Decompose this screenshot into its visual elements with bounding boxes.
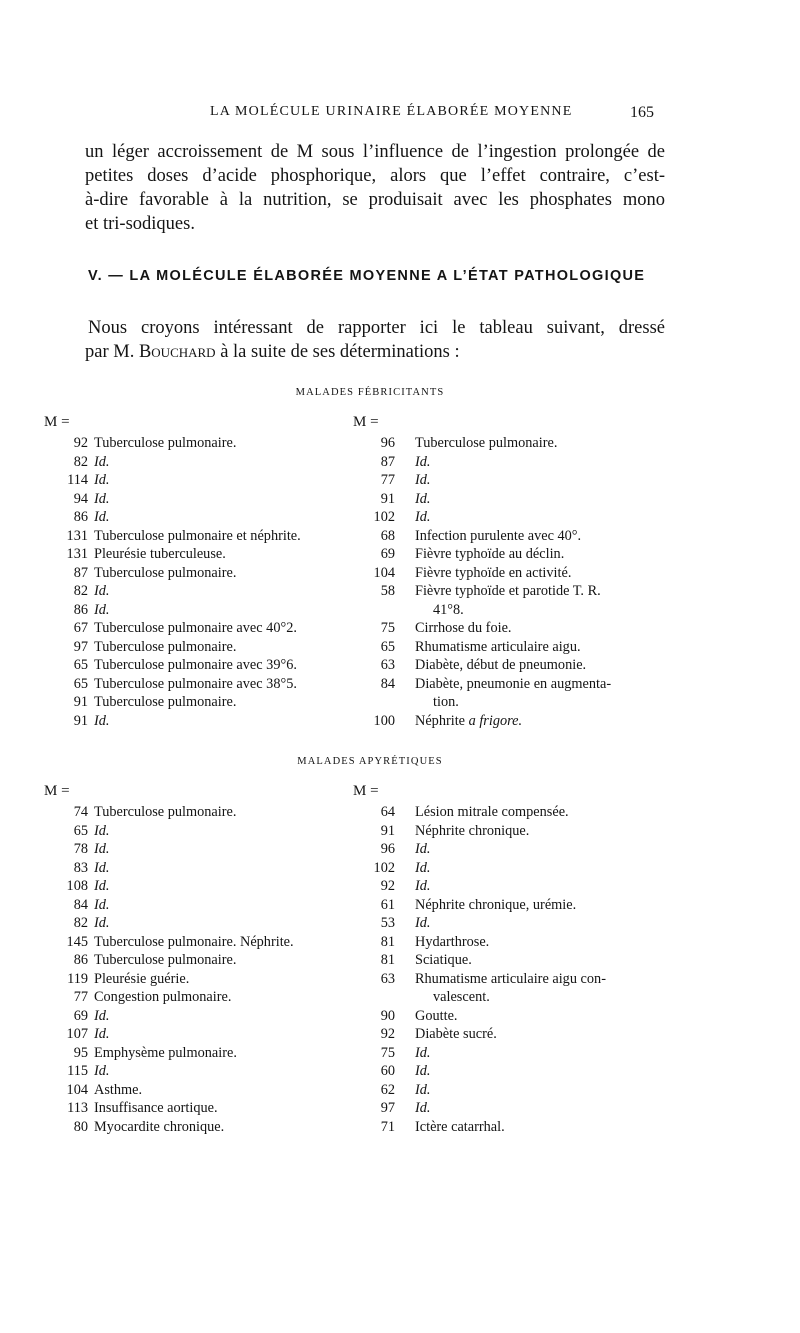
m-value: 145 [66,933,88,950]
table-row [353,693,653,712]
diagnosis-text: Rhumatisme articulaire aigu. [415,638,581,655]
diagnosis-text: Pleurésie tuberculeuse. [94,546,226,562]
table-row [44,1025,344,1044]
m-value: 87 [73,564,88,581]
diagnosis-label [433,601,464,620]
m-value: 108 [66,878,88,894]
diagnosis-label [94,1081,142,1100]
m-value: 95 [73,1044,88,1061]
diagnosis-label [415,453,430,472]
diagnosis-label [415,933,489,952]
table-row [353,601,653,620]
m-value: 74 [73,804,88,820]
m-value: 53 [380,915,395,931]
diagnosis-text: Pleurésie guérie. [94,970,190,987]
table-row [44,1044,344,1063]
diagnosis-label [94,1025,109,1044]
table-row [353,490,653,509]
table-row [353,970,653,989]
diagnosis-label [94,859,109,878]
m-value: 63 [380,970,395,987]
m-value: 91 [380,822,395,839]
m-value: 92 [73,435,88,451]
page-number: 165 [630,104,654,121]
diagnosis-label [94,988,231,1007]
m-value: 107 [66,1026,88,1042]
diagnosis-label [94,490,109,509]
diagnosis-text: Id. [415,453,431,470]
diagnosis-label [415,1007,458,1026]
diagnosis-label [415,840,430,859]
m-value: 84 [73,896,88,913]
m-value: 65 [73,822,88,839]
diagnosis-text: Fièvre typhoïde et parotide T. R. [415,583,601,599]
diagnosis-label [415,471,430,490]
diagnosis-label [415,822,529,841]
table-row [353,545,653,564]
diagnosis-label [94,933,294,952]
diagnosis-text: Id. [94,915,110,931]
diagnosis-text: Id. [94,1007,110,1024]
column-header: M = [353,414,379,430]
diagnosis-text: Id. [415,1044,431,1061]
table-row [44,877,344,896]
table-row [353,933,653,952]
diagnosis-label [415,564,571,583]
m-value: 71 [380,1118,395,1135]
table-row [44,638,344,657]
diagnosis-label [94,1099,218,1118]
table-row [44,822,344,841]
table-row [44,656,344,675]
diagnosis-text: Congestion pulmonaire. [94,989,232,1005]
m-value: 97 [73,638,88,655]
diagnosis-text: Tuberculose pulmonaire. [94,638,237,655]
column-header: M = [44,783,70,799]
diagnosis-text: Tuberculose pulmonaire. [415,435,558,451]
table-row [353,453,653,472]
table-row [353,1044,653,1063]
diagnosis-label [415,656,586,675]
diagnosis-text: Tuberculose pulmonaire avec 38°5. [94,675,297,692]
diagnosis-label [94,1118,224,1137]
table-row [44,490,344,509]
m-value: 96 [380,841,395,857]
m-value: 91 [73,694,88,710]
m-value: 77 [380,472,395,488]
diagnosis-label [415,951,472,970]
table-row [44,859,344,878]
table-row [44,896,344,915]
m-value: 75 [380,1044,395,1061]
diagnosis-label [94,1044,237,1063]
diagnosis-label [415,1062,430,1081]
m-value: 84 [380,675,395,692]
diagnosis-label [94,896,109,915]
m-value: 69 [73,1007,88,1024]
m-value: 87 [380,453,395,470]
diagnosis-text: Néphrite [415,712,469,729]
diagnosis-text: Id. [94,1026,110,1042]
diagnosis-label [433,693,459,712]
table-rows [44,803,344,1136]
table-row [353,619,653,638]
table-row [353,840,653,859]
table-row [353,582,653,601]
m-value: 119 [67,970,88,987]
table-row [353,638,653,657]
m-value: 131 [66,527,88,544]
diagnosis-label [415,877,430,896]
diagnosis-text: Id. [415,490,431,507]
table-row [44,1062,344,1081]
diagnosis-label [94,951,236,970]
running-title: LA MOLÉCULE URINAIRE ÉLABORÉE MOYENNE [210,104,573,119]
table-row [44,951,344,970]
diagnosis-label [94,527,301,546]
m-value: 86 [73,601,88,618]
diagnosis-text: Id. [94,509,110,525]
diagnosis-label [415,1025,497,1044]
diagnosis-text: Id. [415,1063,431,1079]
diagnosis-text: Id. [415,841,431,857]
diagnosis-text: Asthme. [94,1081,143,1098]
diagnosis-text: Diabète, début de pneumonie. [415,657,587,673]
table-row [44,840,344,859]
table-row [353,803,653,822]
diagnosis-text: Ictère catarrhal. [415,1118,505,1135]
diagnosis-label [94,675,297,694]
diagnosis-label [94,1007,109,1026]
diagnosis-label [415,1099,430,1118]
column-header: M = [44,414,70,430]
diagnosis-label [415,712,522,731]
paragraph-line: et tri-sodiques. [85,214,195,234]
table-row [44,1007,344,1026]
text-run: par M. [85,342,139,362]
m-value: 104 [66,1081,88,1098]
diagnosis-text: Emphysème pulmonaire. [94,1044,237,1061]
m-value: 96 [380,435,395,451]
diagnosis-text: Id. [94,453,110,470]
table-row [353,877,653,896]
diagnosis-text: valescent. [433,989,490,1005]
m-value: 92 [380,1026,395,1042]
diagnosis-text: Néphrite chronique, urémie. [415,896,577,913]
table-row [353,951,653,970]
table-row [353,675,653,694]
diagnosis-label [94,970,189,989]
table-row [353,527,653,546]
m-value: 86 [73,509,88,525]
diagnosis-text: Id. [94,896,110,913]
diagnosis-label [415,1044,430,1063]
intro-paragraph [85,140,665,236]
diagnosis-text: Tuberculose pulmonaire avec 39°6. [94,657,297,673]
table-row [353,896,653,915]
m-value: 94 [73,490,88,507]
diagnosis-label [94,712,109,731]
m-value: 75 [380,620,395,636]
table-row [353,1099,653,1118]
diagnosis-text: tion. [433,694,459,710]
m-value: 102 [373,509,395,525]
diagnosis-text: Tuberculose pulmonaire avec 40°2. [94,620,297,636]
m-value: 78 [73,841,88,857]
diagnosis-text: Tuberculose pulmonaire. Néphrite. [94,933,294,950]
table-row [44,453,344,472]
diagnosis-text: Myocardite chronique. [94,1118,225,1135]
m-value: 64 [380,804,395,820]
diagnosis-text: Id. [415,472,431,488]
table-row [44,988,344,1007]
diagnosis-text: Id. [415,1100,431,1116]
diagnosis-text: Tuberculose pulmonaire et néphrite. [94,527,301,544]
table-row [44,564,344,583]
diagnosis-text: Id. [94,841,110,857]
table-row [353,471,653,490]
m-value: 63 [380,657,395,673]
table-row [353,712,653,731]
m-value: 82 [73,453,88,470]
diagnosis-label [415,545,564,564]
diagnosis-text: Id. [94,878,110,894]
m-value: 77 [73,989,88,1005]
diagnosis-label [415,638,581,657]
paragraph-line: à-dire favorable à la nutrition, se produisait avec les phosphates mono [85,190,665,210]
table-row [353,1118,653,1137]
diagnosis-label [94,453,109,472]
diagnosis-text: Id. [415,509,431,525]
diagnosis-label [94,601,109,620]
diagnosis-label [94,508,109,527]
table-row [44,1099,344,1118]
diagnosis-text: Id. [94,859,110,876]
diagnosis-text: Lésion mitrale compensée. [415,804,569,820]
section-heading: V. — LA MOLÉCULE ÉLABORÉE MOYENNE A L’ÉTAT PATHOLOGIQUE [88,268,646,284]
table-row [44,545,344,564]
table-row [44,619,344,638]
diagnosis-label [94,877,109,896]
diagnosis-text: Tuberculose pulmonaire. [94,694,237,710]
table-row [353,1007,653,1026]
diagnosis-text: Diabète sucré. [415,1026,497,1042]
table-row [44,1118,344,1137]
table-row [44,601,344,620]
diagnosis-text: Tuberculose pulmonaire. [94,564,237,581]
diagnosis-label [94,471,109,490]
table-row [44,712,344,731]
diagnosis-text: Infection purulente avec 40°. [415,527,582,544]
diagnosis-italic-suffix: a frigore. [468,712,523,729]
table-row [44,471,344,490]
diagnosis-label [94,582,109,601]
diagnosis-text: 41°8. [433,601,464,618]
diagnosis-text: Sciatique. [415,952,472,968]
m-value: 61 [380,896,395,913]
diagnosis-label [415,582,601,601]
diagnosis-text: Diabète, pneumonie en augmenta- [415,675,612,692]
table-row [353,508,653,527]
m-value: 92 [380,878,395,894]
m-value: 80 [73,1118,88,1135]
m-value: 114 [67,472,88,488]
paragraph-line: Nous croyons intéressant de rapporter ici le tableau suivant, dressé [88,318,665,338]
author-name: Bouchard [138,342,216,362]
diagnosis-label [415,1118,505,1137]
m-value: 104 [373,564,395,581]
table-row [353,914,653,933]
diagnosis-label [94,1062,109,1081]
table-row [44,582,344,601]
diagnosis-text: Id. [94,712,110,729]
m-value: 58 [380,583,395,599]
table-row [44,1081,344,1100]
table-row [353,1062,653,1081]
diagnosis-text: Fièvre typhoïde au déclin. [415,546,565,562]
diagnosis-label [415,490,430,509]
diagnosis-label [415,508,430,527]
diagnosis-text: Id. [415,859,431,876]
diagnosis-label [415,914,430,933]
diagnosis-text: Id. [415,915,431,931]
diagnosis-text: Goutte. [415,1007,458,1024]
diagnosis-label [94,619,297,638]
diagnosis-label [415,803,569,822]
m-value: 68 [380,527,395,544]
table-row [353,434,653,453]
running-head [0,104,800,126]
column-header: M = [353,783,379,799]
table-row [44,970,344,989]
diagnosis-label [415,434,557,453]
body-paragraph [85,316,665,364]
table-caption: MALADES FÉBRICITANTS [295,387,445,398]
diagnosis-text: Rhumatisme articulaire aigu con- [415,970,606,987]
diagnosis-label [94,434,236,453]
diagnosis-text: Id. [415,878,431,894]
m-value: 69 [380,546,395,562]
m-value: 82 [73,915,88,931]
m-value: 91 [380,490,395,507]
diagnosis-label [415,896,576,915]
diagnosis-text: Id. [94,472,110,488]
table-row [353,656,653,675]
diagnosis-label [415,619,511,638]
table-row [353,988,653,1007]
m-value: 82 [73,583,88,599]
m-value: 65 [380,638,395,655]
diagnosis-text: Tuberculose pulmonaire. [94,804,237,820]
diagnosis-label [94,840,109,859]
table-row [44,803,344,822]
diagnosis-label [94,656,297,675]
table-row [44,527,344,546]
m-value: 60 [380,1063,395,1079]
diagnosis-label [94,822,109,841]
diagnosis-text: Id. [94,583,110,599]
diagnosis-text: Id. [94,490,110,507]
diagnosis-label [94,638,236,657]
table-rows [44,434,344,730]
diagnosis-label [415,675,611,694]
m-value: 97 [380,1100,395,1116]
diagnosis-label [415,859,430,878]
table-row [353,1025,653,1044]
diagnosis-label [94,803,236,822]
diagnosis-label [94,545,226,564]
diagnosis-text: Cirrhose du foie. [415,620,512,636]
text-run: à la suite de ses déterminations : [215,342,460,362]
diagnosis-label [415,1081,430,1100]
table-caption: MALADES APYRÉTIQUES [297,756,443,767]
diagnosis-label [94,914,109,933]
m-value: 102 [373,859,395,876]
diagnosis-label [94,693,236,712]
diagnosis-label [433,988,490,1007]
table-row [353,564,653,583]
paragraph-line: petites doses d’acide phosphorique, alors que l’effet contraire, c’est- [85,166,665,186]
m-value: 131 [66,546,88,562]
diagnosis-text: Id. [94,601,110,618]
diagnosis-text: Hydarthrose. [415,933,490,950]
diagnosis-label [415,970,606,989]
m-value: 86 [73,952,88,968]
m-value: 65 [73,657,88,673]
diagnosis-text: Tuberculose pulmonaire. [94,435,237,451]
m-value: 100 [373,712,395,729]
diagnosis-text: Fièvre typhoïde en activité. [415,564,572,581]
m-value: 115 [67,1063,88,1079]
m-value: 91 [73,712,88,729]
table-row [353,822,653,841]
diagnosis-label [415,527,581,546]
table-row [44,508,344,527]
m-value: 83 [73,859,88,876]
diagnosis-text: Id. [94,1063,110,1079]
table-row [353,859,653,878]
m-value: 67 [73,620,88,636]
diagnosis-label [94,564,236,583]
table-row [44,434,344,453]
m-value: 81 [380,933,395,950]
m-value: 81 [380,952,395,968]
diagnosis-text: Tuberculose pulmonaire. [94,952,237,968]
table-row [44,675,344,694]
diagnosis-text: Id. [415,1081,431,1098]
m-value: 62 [380,1081,395,1098]
paragraph-line [85,340,665,364]
paragraph-line: un léger accroissement de M sous l’influence de l’ingestion prolongée de [85,142,665,162]
m-value: 65 [73,675,88,692]
table-row [44,933,344,952]
diagnosis-text: Insuffisance aortique. [94,1100,218,1116]
table-row [44,914,344,933]
diagnosis-text: Néphrite chronique. [415,822,530,839]
table-row [353,1081,653,1100]
table-row [44,693,344,712]
table-rows [353,434,653,730]
m-value: 113 [67,1100,88,1116]
table-rows [353,803,653,1136]
diagnosis-text: Id. [94,822,110,839]
m-value: 90 [380,1007,395,1024]
